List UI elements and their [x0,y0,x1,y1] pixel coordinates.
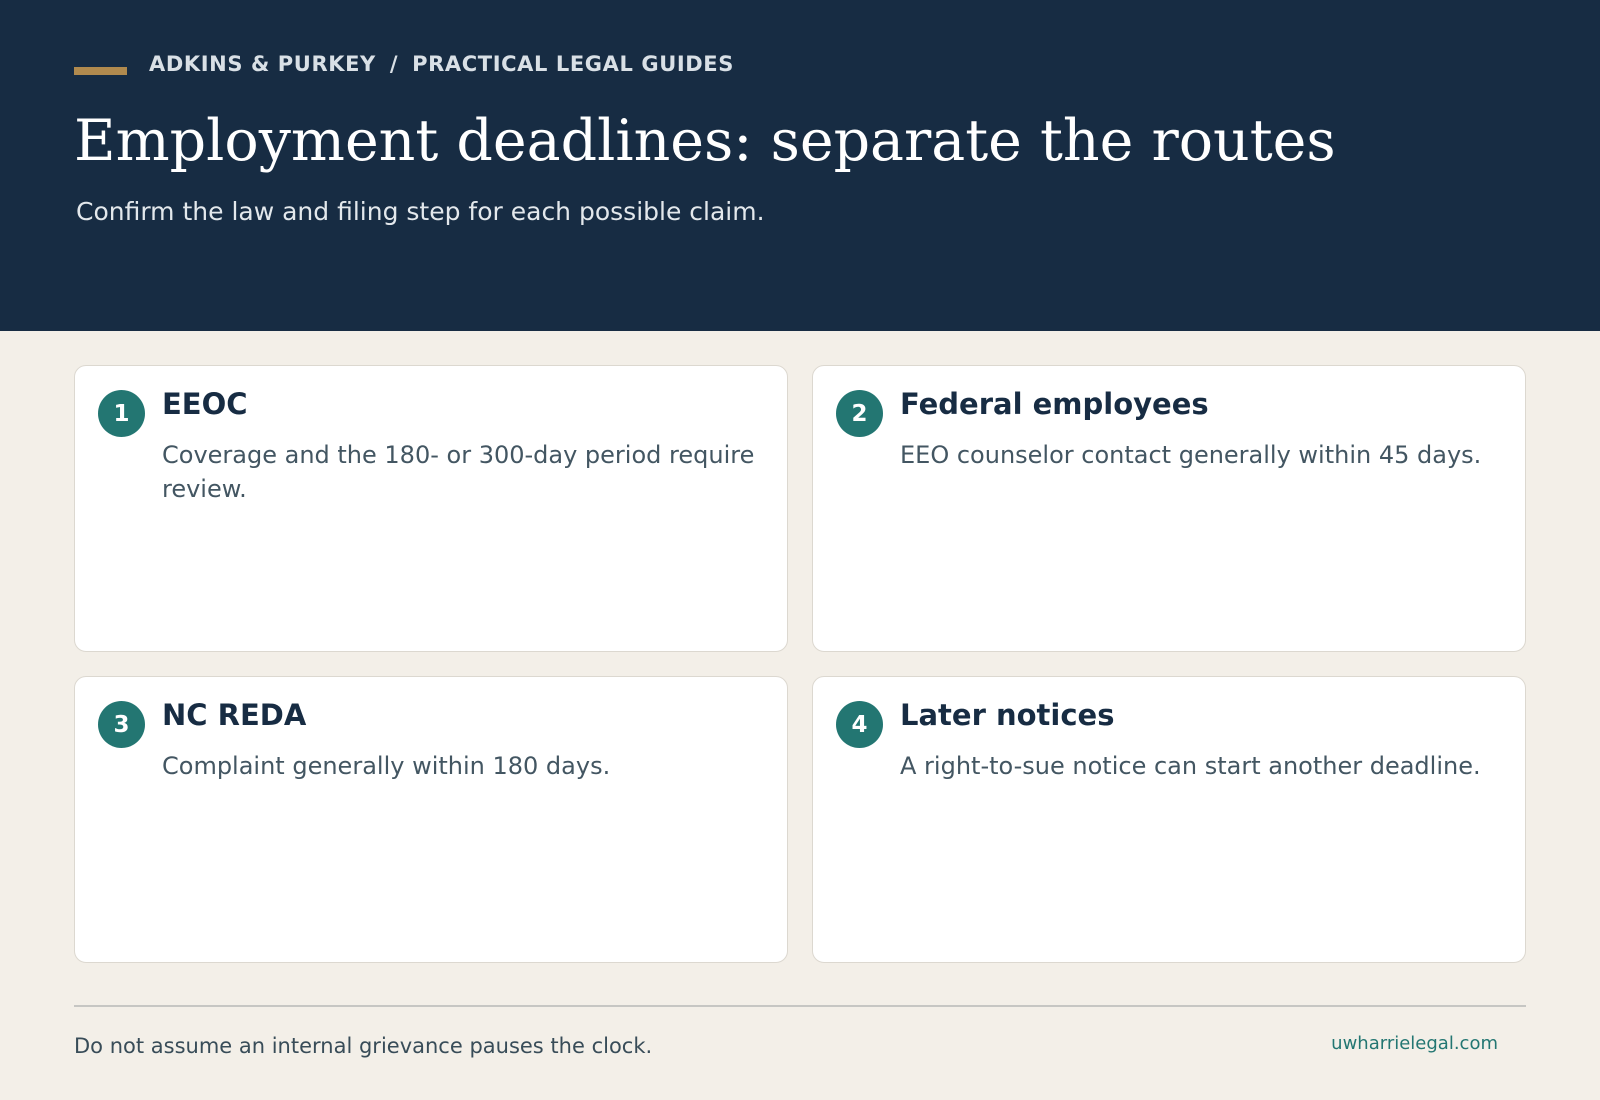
brand-name: ADKINS & PURKEY [149,52,376,76]
card-text: Complaint generally within 180 days. [162,752,611,780]
series-name: PRACTICAL LEGAL GUIDES [412,52,734,76]
header-banner [0,0,1600,331]
eyebrow [149,52,734,76]
card-text: A right-to-sue notice can start another deadline. [900,752,1481,780]
step-number-badge: 1 [98,390,145,437]
step-number-badge: 3 [98,701,145,748]
card-title: EEOC [162,387,248,421]
route-card-eeoc [74,365,788,652]
card-text: Coverage and the 180- or 300-day period require review. [162,441,755,503]
website-link[interactable]: uwharrielegal.com [1331,1033,1498,1054]
card-title: Later notices [900,698,1115,732]
accent-bar [74,67,127,75]
page-subtitle: Confirm the law and filing step for each possible claim. [76,197,765,226]
card-title: Federal employees [900,387,1209,421]
route-card-federal-employees [812,365,1526,652]
eyebrow-separator: / [389,52,399,76]
footer-note: Do not assume an internal grievance pauses the clock. [74,1034,653,1058]
card-title: NC REDA [162,698,307,732]
card-text: EEO counselor contact generally within 45 days. [900,441,1482,469]
route-card-nc-reda [74,676,788,963]
page-title: Employment deadlines: separate the routes [74,108,1336,174]
step-number-badge: 2 [836,390,883,437]
footer-divider [74,1005,1526,1007]
step-number-badge: 4 [836,701,883,748]
route-card-later-notices [812,676,1526,963]
